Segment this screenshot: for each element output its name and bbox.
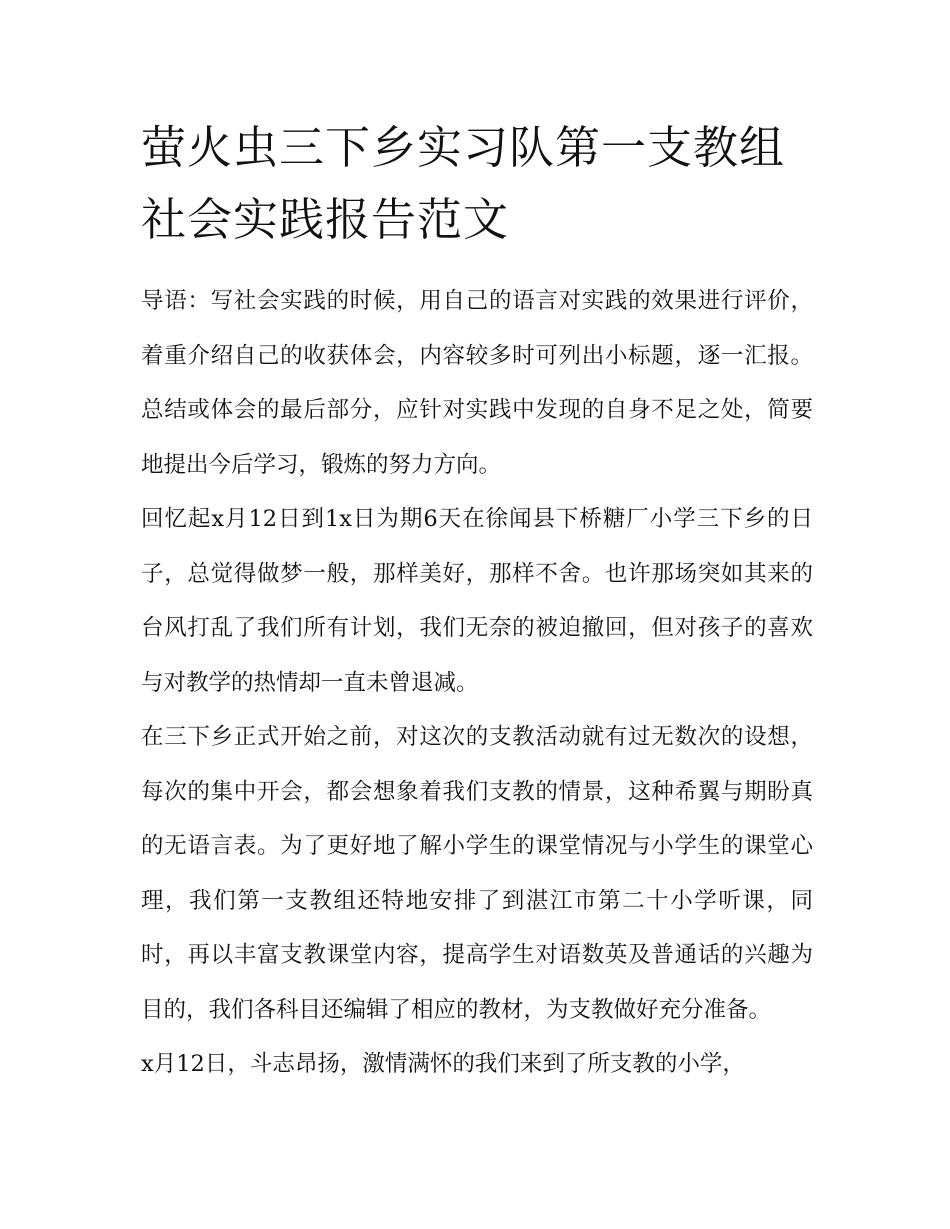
- paragraph-arrival: x月12日，斗志昂扬，激情满怀的我们来到了所支教的小学，: [141, 1051, 745, 1077]
- document-body: [141, 112, 813, 1092]
- paragraph-intro: 导语：写社会实践的时候，用自己的语言对实践的效果进行评价，着重介绍自己的收获体会，内容较多时可列出小标题，逐一汇报。总结或体会的最后部分，应针对实践中发现的自身不足之处，简要地提出今后学习，锻炼的努力方向。: [141, 288, 813, 478]
- document-title: 萤火虫三下乡实习队第一支教组社会实践报告范文: [141, 121, 786, 246]
- paragraph-recollection: 回忆起x月12日到1x日为期6天在徐闻县下桥糖厂小学三下乡的日子，总觉得做梦一般，那样美好，那样不舍。也许那场突如其来的台风打乱了我们所有计划，我们无奈的被迫撤回，但对孩子的喜欢与对教学的热情却一直未曾退减。: [141, 506, 813, 696]
- paragraph-preparation: 在三下乡正式开始之前，对这次的支教活动就有过无数次的设想，每次的集中开会，都会想象着我们支教的情景，这种希翼与期盼真的无语言表。为了更好地了解小学生的课堂情况与小学生的课堂心理，我们第一支教组还特地安排了到湛江市第二十小学听课，同时，再以丰富支教课堂内容，提高学生对语数英及普通话的兴趣为目的，我们各科目还编辑了相应的教材，为支教做好充分准备。: [141, 724, 813, 1023]
